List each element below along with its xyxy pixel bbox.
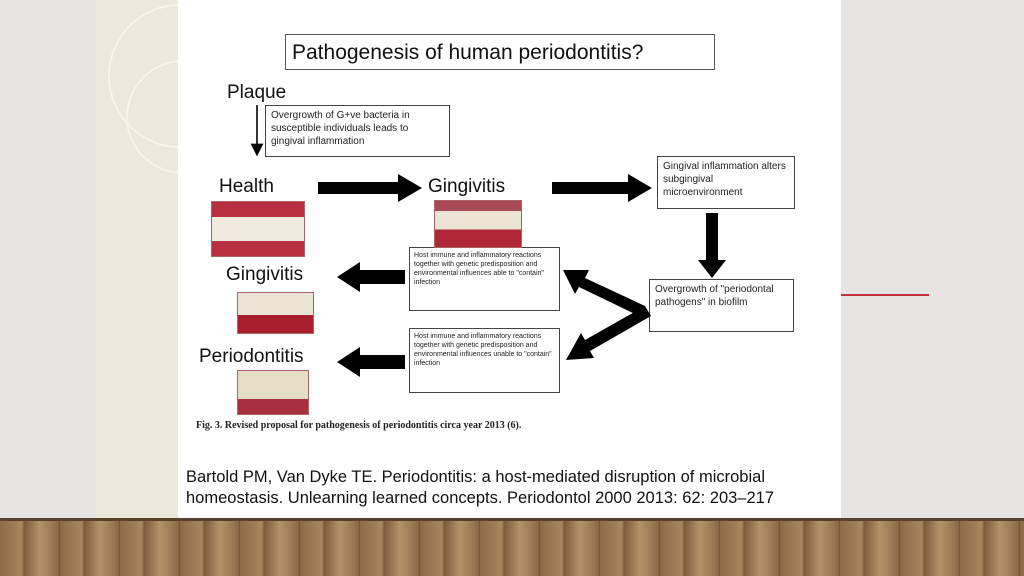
arrow-health-to-gingivitis — [318, 174, 422, 202]
box-overgrowth-gve: Overgrowth of G+ve bacteria in susceptible individuals leads to gingival inflammation — [265, 105, 450, 157]
figure-caption: Fig. 3. Revised proposal for pathogenesis of periodontitis circa year 2013 (6). — [196, 420, 522, 431]
floor-edge — [0, 518, 1024, 521]
arrow-pathogens-up — [563, 270, 645, 316]
arrow-gingivitis-to-microenvironment — [552, 174, 652, 202]
label-gingivitis-top: Gingivitis — [428, 176, 506, 197]
reference-text: Bartold PM, Van Dyke TE. Periodontitis: a host-mediated disruption of microbial homeostasis. Unlearning learned concepts. Periodontol 2000 2013: 62: 203–217 — [186, 468, 774, 507]
diagram-title: Pathogenesis of human periodontitis? — [285, 34, 715, 70]
label-gingivitis-left: Gingivitis — [226, 264, 304, 285]
box-host-unable: Host immune and inflammatory reactions together with genetic predisposition and environmental influences unable to "contain" infection — [409, 328, 560, 393]
arrow-to-gingivitis-left — [337, 262, 405, 292]
box-overgrowth-pathogens: Overgrowth of "periodontal pathogens" in biofilm — [649, 279, 794, 332]
label-periodontitis: Periodontitis — [199, 346, 304, 367]
label-health: Health — [219, 176, 274, 197]
box-gingival-inflammation: Gingival inflammation alters subgingival microenvironment — [657, 156, 795, 209]
box-host-able: Host immune and inflammatory reactions together with genetic predisposition and environmental influences able to "contain" infection — [409, 247, 560, 311]
arrow-microenvironment-down — [698, 213, 726, 278]
wooden-floor — [0, 518, 1024, 576]
arrow-to-periodontitis — [337, 347, 405, 377]
arrow-pathogens-down — [566, 306, 651, 360]
label-plaque: Plaque — [227, 82, 287, 103]
